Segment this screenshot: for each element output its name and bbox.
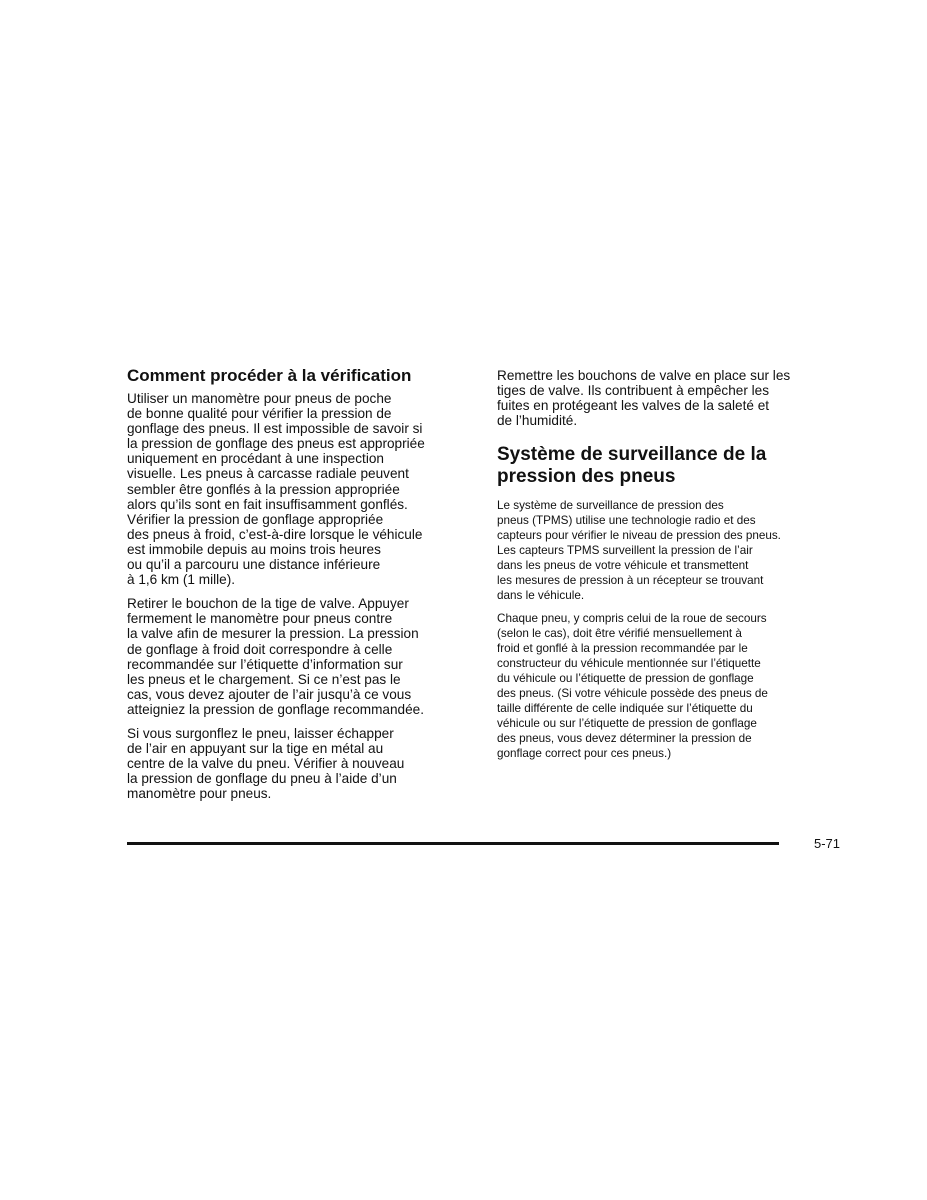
page-number: 5-71 xyxy=(814,836,841,851)
section-heading-verification: Comment procéder à la vérification xyxy=(127,366,412,385)
paragraph-monthly-check: Chaque pneu, y compris celui de la roue de secours (selon le cas), doit être vérifié mensuellement à froid et gonflé à la pression recommandée par le constructeur du véhicule mentionnée sur l’étiquette du véhicule ou l’étiquette de pression de gonflage des pneus. (Si votre véhicule possède des pneus de taille différente de celle indiquée sur l’étiquette du véhicule ou sur l’étiquette de pression de gonflage des pneus, vous devez déterminer la pression de gonflage correct pour ces pneus.) xyxy=(497,612,768,761)
footer-rule xyxy=(127,842,779,845)
section-heading-tpms: Système de surveillance de la pression des pneus xyxy=(497,444,767,488)
paragraph-remove-cap: Retirer le bouchon de la tige de valve. Appuyer fermement le manomètre pour pneus contre la valve afin de mesurer la pression. La pression de gonflage à froid doit correspondre à celle recommandée sur l’étiquette d’information sur les pneus et le chargement. Si ce n’est pas le cas, vous devez ajouter de l’air jusqu’à ce vous atteigniez la pression de gonflage recommandée. xyxy=(127,596,424,717)
paragraph-gauge-usage: Utiliser un manomètre pour pneus de poche de bonne qualité pour vérifier la pression de gonflage des pneus. Il est impossible de savoir si la pression de gonflage des pneus est appropriée uniquement en procédant à une inspection visuelle. Les pneus à carcasse radiale peuvent sembler être gonflés à la pression appropriée alors qu’ils sont en fait insuffisamment gonflés. Vérifier la pression de gonflage appropriée des pneus à froid, c’est-à-dire lorsque le véhicule est immobile depuis au moins trois heures ou qu’il a parcouru une distance inférieure à 1,6 km (1 mille). xyxy=(127,391,425,588)
paragraph-replace-caps: Remettre les bouchons de valve en place sur les tiges de valve. Ils contribuent à empêcher les fuites en protégeant les valves de la saleté et de l’humidité. xyxy=(497,368,791,429)
paragraph-tpms-description: Le système de surveillance de pression des pneus (TPMS) utilise une technologie radio et des capteurs pour vérifier le niveau de pression des pneus. Les capteurs TPMS surveillent la pression de l’air dans les pneus de votre véhicule et transmettent les mesures de pression à un récepteur se trouvant dans le véhicule. xyxy=(497,499,781,603)
paragraph-overinflation: Si vous surgonflez le pneu, laisser échapper de l’air en appuyant sur la tige en métal au centre de la valve du pneu. Vérifier à nouveau la pression de gonflage du pneu à l’aide d’un manomètre pour pneus. xyxy=(127,725,405,802)
left-column xyxy=(127,366,465,810)
right-column xyxy=(497,368,837,769)
